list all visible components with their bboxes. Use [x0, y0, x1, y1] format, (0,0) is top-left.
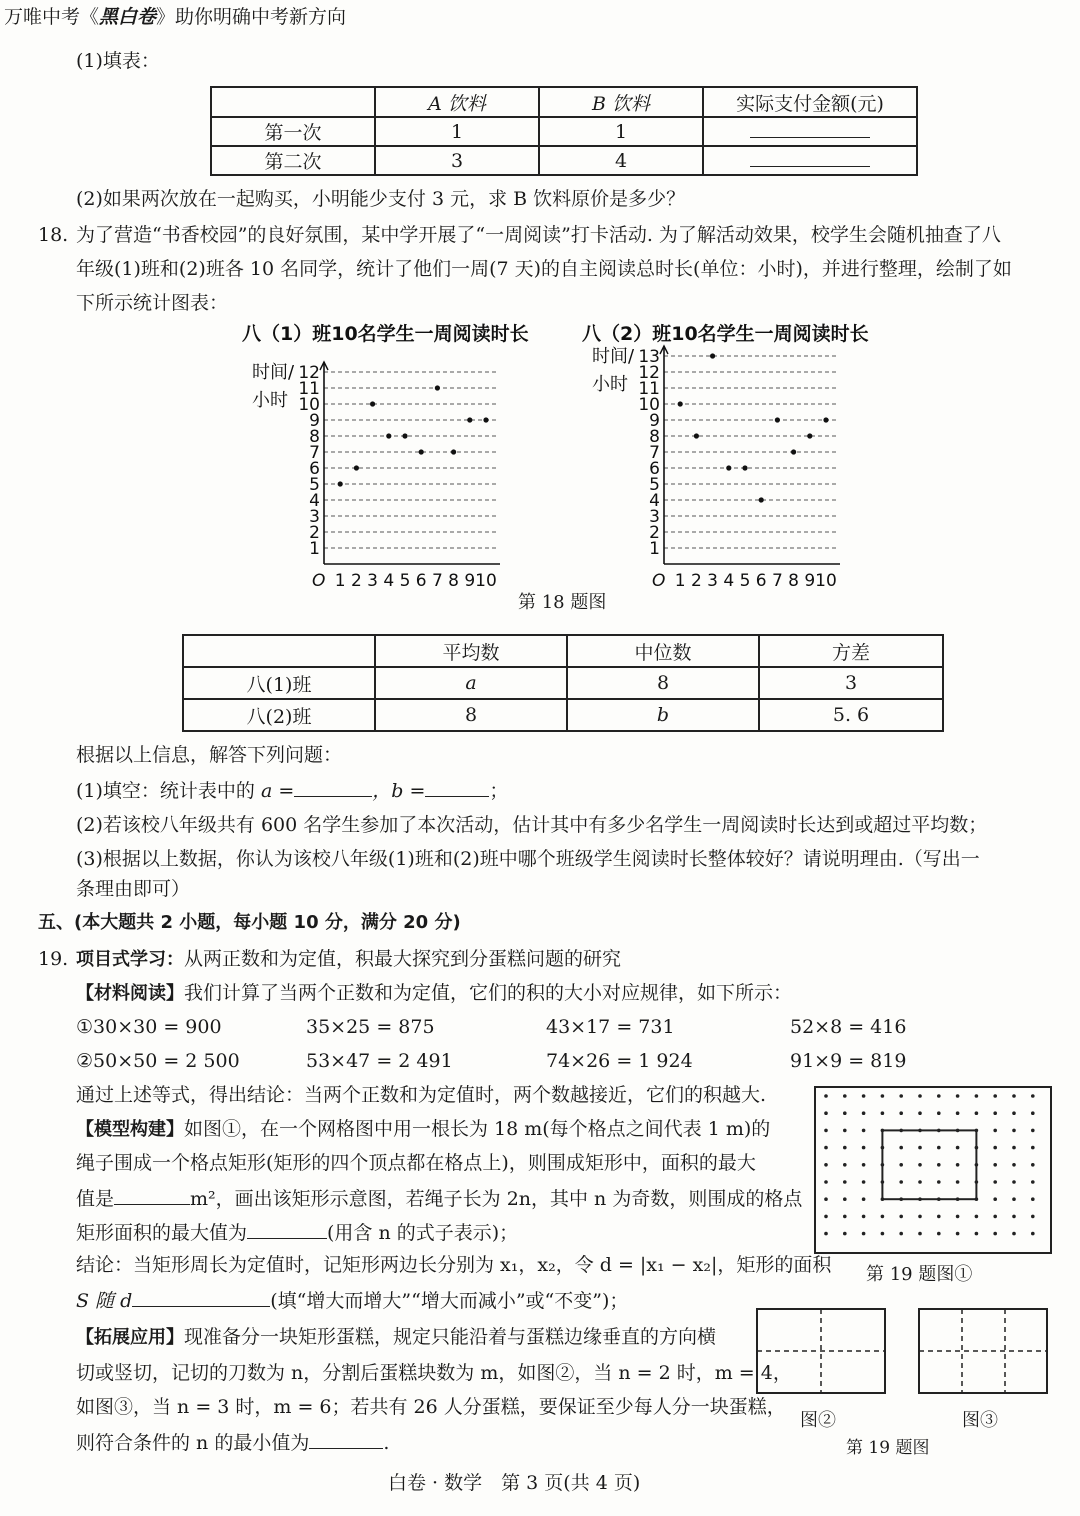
q17-header-cell: A 饮料	[375, 87, 539, 117]
grid-dot	[824, 1180, 828, 1184]
grid-dot	[843, 1180, 847, 1184]
grid-dot	[1012, 1129, 1016, 1133]
y-tick-label: 12	[638, 363, 660, 383]
eq-row1-col2: 35×25 = 875	[306, 1016, 435, 1038]
x-tick-label: 2	[350, 571, 362, 591]
chart-title: 八（2）班10名学生一周阅读时长	[582, 323, 869, 345]
grid-dot	[1012, 1111, 1016, 1115]
stats-cell: 5. 6	[759, 699, 943, 731]
q17-row-label: 第一次	[211, 117, 375, 146]
stats-cell: b	[567, 699, 759, 731]
chart-title: 八（1）班10名学生一周阅读时长	[242, 323, 529, 345]
y-tick-label: 13	[638, 347, 660, 367]
answer-blank-a[interactable]	[294, 780, 372, 797]
grid-dot	[993, 1129, 997, 1133]
y-tick-label: 4	[649, 491, 660, 511]
y-tick-label: 6	[309, 459, 320, 479]
ext-tag: 【拓展应用】	[76, 1327, 184, 1348]
x-tick-label: 10	[475, 571, 497, 591]
q19-title	[76, 950, 621, 969]
grid-dot	[993, 1163, 997, 1167]
ext-line4-post: .	[383, 1432, 390, 1454]
grid-dot	[993, 1111, 997, 1115]
q17-row-label: 第二次	[211, 146, 375, 175]
grid-dot	[937, 1232, 941, 1236]
x-tick-label: 3	[707, 571, 719, 591]
model-line4-pre: 矩形面积的最大值为	[76, 1222, 248, 1244]
eq-row2-col3: 74×26 = 1 924	[546, 1050, 693, 1072]
grid-dot	[937, 1094, 941, 1098]
grid-dot	[881, 1094, 885, 1098]
header-prefix: 万唯中考《	[4, 6, 100, 28]
q19-number: 19.	[38, 948, 69, 970]
data-point	[726, 465, 731, 470]
grid-dot	[918, 1094, 922, 1098]
y-tick-label: 2	[649, 523, 660, 543]
header-suffix: 》助你明确中考新方向	[156, 6, 347, 28]
y-tick-label: 7	[309, 443, 320, 463]
data-point	[742, 465, 747, 470]
grid-dots	[824, 1094, 1034, 1235]
y-tick-label: 3	[649, 507, 660, 527]
q17-cell: 3	[375, 146, 539, 175]
grid-dot	[862, 1197, 866, 1201]
eq-row2-col1: ②50×50 = 2 500	[76, 1050, 240, 1072]
stats-header-cell: 方差	[759, 635, 943, 667]
q18-number: 18.	[38, 224, 69, 246]
data-point	[807, 433, 812, 438]
y-tick-label: 8	[649, 427, 660, 447]
data-point	[402, 433, 407, 438]
section5-heading: 五、(本大题共 2 小题，每小题 10 分，满分 20 分)	[38, 912, 461, 933]
y-tick-label: 7	[649, 443, 660, 463]
grid-dot	[881, 1111, 885, 1115]
x-tick-label: 3	[367, 571, 379, 591]
q18-sub3-line1: (3)根据以上数据，你认为该校八年级(1)班和(2)班中哪个班级学生阅读时长整体较好？请说明理由.（写出一	[76, 848, 980, 870]
grid-dot	[1031, 1111, 1035, 1115]
y-tick-label: 8	[309, 427, 320, 447]
q18-figure-caption: 第 18 题图	[518, 592, 607, 613]
figure-frame	[815, 1087, 1051, 1253]
grid-dot	[975, 1094, 979, 1098]
stats-cell: 3	[759, 667, 943, 699]
y-axis-label: 小时	[252, 390, 288, 411]
y-tick-label: 2	[309, 523, 320, 543]
stats-header-cell: 平均数	[375, 635, 567, 667]
grid-dot	[1012, 1146, 1016, 1150]
data-point	[759, 497, 764, 502]
data-point	[710, 353, 715, 358]
q18-stats-table	[182, 634, 944, 732]
sub1-b-label: ，b =	[372, 780, 426, 802]
data-point	[435, 385, 440, 390]
grid-dot	[937, 1215, 941, 1219]
rope-rectangle	[882, 1130, 976, 1199]
class1-dot-chart	[238, 320, 538, 591]
q17-cell: 1	[539, 117, 703, 146]
grid-dot	[843, 1163, 847, 1167]
grid-dot	[843, 1146, 847, 1150]
q18-sub3-line2: 条理由即可）	[76, 878, 191, 900]
data-point	[354, 465, 359, 470]
page-footer: 白卷 · 数学 第 3 页(共 4 页)	[388, 1472, 641, 1494]
grid-dot	[824, 1129, 828, 1133]
grid-dot	[956, 1146, 960, 1150]
y-axis-label: 小时	[592, 374, 628, 395]
grid-dot	[843, 1232, 847, 1236]
eq-row1-col1: ①30×30 = 900	[76, 1016, 222, 1038]
grid-dot	[937, 1180, 941, 1184]
grid-dot	[824, 1197, 828, 1201]
x-tick-label: 8	[788, 571, 800, 591]
data-point	[451, 449, 456, 454]
grid-dot	[1012, 1197, 1016, 1201]
q17-cell: 4	[539, 146, 703, 175]
model-tag: 【模型构建】	[76, 1119, 184, 1140]
y-tick-label: 10	[638, 395, 660, 415]
x-tick-label: 9	[464, 571, 476, 591]
grid-dot	[862, 1180, 866, 1184]
grid-dot	[956, 1094, 960, 1098]
table-row	[183, 667, 943, 699]
y-tick-label: 11	[638, 379, 660, 399]
table-row	[211, 146, 917, 175]
grid-dot	[862, 1215, 866, 1219]
grid-dot	[956, 1111, 960, 1115]
grid-dot	[975, 1232, 979, 1236]
grid-dot	[862, 1163, 866, 1167]
x-tick-label: 5	[739, 571, 751, 591]
grid-dot	[843, 1129, 847, 1133]
origin-label: O	[312, 571, 326, 591]
cake-figure-3	[918, 1308, 1048, 1394]
q19-conclusion2-line1: 结论：当矩形周长为定值时，记矩形两边长分别为 x₁，x₂，令 d = |x₁ − x₂|，矩形的面积	[76, 1254, 832, 1276]
x-tick-label: 6	[415, 571, 427, 591]
eq-row2-col4: 91×9 = 819	[790, 1050, 907, 1072]
grid-dot	[881, 1215, 885, 1219]
x-tick-label: 7	[431, 571, 443, 591]
y-tick-label: 6	[649, 459, 660, 479]
grid-dot	[918, 1163, 922, 1167]
q19-model-line3	[76, 1188, 802, 1209]
q18-intro-line3: 下所示统计图表：	[76, 292, 229, 314]
q18-sub2: (2)若该校八年级共有 600 名学生参加了本次活动，估计其中有多少名学生一周阅读时长达到或超过平均数；	[76, 814, 988, 836]
y-tick-label: 9	[309, 411, 320, 431]
grid-dot	[899, 1146, 903, 1150]
fig1-caption: 第 19 题图①	[866, 1264, 973, 1285]
grid-dot	[824, 1232, 828, 1236]
data-point	[791, 449, 796, 454]
grid-dot	[1031, 1163, 1035, 1167]
data-point	[419, 449, 424, 454]
reading-tag: 【材料阅读】	[76, 983, 184, 1004]
answer-blank-expression[interactable]	[247, 1222, 327, 1239]
y-axis-label: 时间/	[252, 362, 295, 383]
data-point	[694, 433, 699, 438]
grid-dot	[881, 1232, 885, 1236]
q17-header-cell: 实际支付金额(元)	[703, 87, 917, 117]
q18-intro-line1: 为了营造“书香校园”的良好氛围，某中学开展了“一周阅读”打卡活动. 为了解活动效果，校学生会随机抽查了八	[76, 224, 1001, 246]
q17-part2: (2)如果两次放在一起购买，小明能少支付 3 元，求 B 饮料原价是多少？	[76, 188, 686, 210]
data-point	[775, 417, 780, 422]
series-name: 黑白卷	[99, 6, 157, 28]
grid-dot	[956, 1215, 960, 1219]
eq-row2-col2: 53×47 = 2 491	[306, 1050, 453, 1072]
q19-ext-line1	[76, 1328, 716, 1347]
grid-dot	[1031, 1197, 1035, 1201]
grid-dot	[975, 1215, 979, 1219]
q17-cell: 1	[375, 117, 539, 146]
x-tick-label: 4	[723, 571, 735, 591]
grid-dot	[899, 1215, 903, 1219]
grid-dot	[862, 1094, 866, 1098]
q19-model-line1	[76, 1120, 770, 1139]
origin-label: O	[652, 571, 666, 591]
grid-dot	[862, 1146, 866, 1150]
q18-prompt: 根据以上信息，解答下列问题：	[76, 744, 343, 766]
grid-dot	[937, 1146, 941, 1150]
answer-blank-area[interactable]	[114, 1188, 190, 1205]
q19-reading	[76, 984, 792, 1003]
x-tick-label: 6	[755, 571, 767, 591]
data-point	[386, 433, 391, 438]
stats-cell: 8	[375, 699, 567, 731]
q19-model-line2: 绳子围成一个格点矩形(矩形的四个顶点都在格点上)，则围成矩形中，面积的最大	[76, 1152, 756, 1174]
sub1-a-label: a =	[260, 780, 295, 802]
grid-dot	[918, 1180, 922, 1184]
data-point	[338, 481, 343, 486]
grid-dot	[1012, 1094, 1016, 1098]
stats-cell: 8	[567, 667, 759, 699]
grid-dot	[862, 1111, 866, 1115]
grid-dot	[899, 1094, 903, 1098]
grid-dot	[824, 1094, 828, 1098]
eq-row1-col4: 52×8 = 416	[790, 1016, 907, 1038]
grid-dot	[862, 1232, 866, 1236]
y-tick-label: 5	[309, 475, 320, 495]
grid-dot	[918, 1215, 922, 1219]
y-tick-label: 5	[649, 475, 660, 495]
sub1-pre: (1)填空：统计表中的	[76, 780, 261, 802]
y-tick-label: 1	[309, 539, 320, 559]
y-axis-label: 时间/	[592, 346, 635, 367]
data-point	[678, 401, 683, 406]
x-tick-label: 4	[383, 571, 395, 591]
q17-header-cell	[211, 87, 375, 117]
data-point	[823, 417, 828, 422]
fig-group-caption: 第 19 题图	[846, 1438, 930, 1458]
grid-dot	[956, 1163, 960, 1167]
grid-dot	[824, 1146, 828, 1150]
conclusion2-pre: S 随 d	[76, 1290, 133, 1312]
answer-blank-b[interactable]	[425, 780, 489, 797]
stats-row-label: 八(2)班	[183, 699, 375, 731]
answer-blank-cell[interactable]	[703, 146, 917, 175]
q19-title-bold: 项目式学习：	[76, 949, 184, 970]
grid-dot	[937, 1111, 941, 1115]
x-tick-label: 10	[815, 571, 837, 591]
grid-dot	[993, 1197, 997, 1201]
conclusion2-post: (填“增大而增大”“增大而减小”或“不变”)；	[270, 1290, 629, 1312]
grid-dot	[993, 1180, 997, 1184]
grid-dot	[1031, 1094, 1035, 1098]
model-text1: 如图①，在一个网格图中用一根长为 18 m(每个格点之间代表 1 m)的	[184, 1118, 771, 1140]
grid-dot	[824, 1163, 828, 1167]
data-point	[467, 417, 472, 422]
grid-dot	[843, 1197, 847, 1201]
model-line3-post: ，画出该矩形示意图，若绳子长为 2n，其中 n 为奇数，则围成的格点	[215, 1188, 803, 1210]
stats-header-cell	[183, 635, 375, 667]
x-tick-label: 5	[399, 571, 411, 591]
q17-header-cell: B 饮料	[539, 87, 703, 117]
table-row	[183, 699, 943, 731]
q19-ext-line4	[76, 1432, 389, 1453]
grid-dot	[956, 1180, 960, 1184]
ext-line4-pre: 则符合条件的 n 的最小值为	[76, 1432, 310, 1454]
fig3-caption: 图③	[962, 1410, 998, 1431]
grid-dot	[843, 1111, 847, 1115]
grid-dot	[824, 1111, 828, 1115]
y-tick-label: 12	[298, 363, 320, 383]
dot-grid-figure	[814, 1086, 1052, 1254]
class2-dot-chart	[578, 320, 888, 591]
grid-dot	[1012, 1215, 1016, 1219]
sub1-end: ；	[489, 780, 509, 802]
answer-blank-cell[interactable]	[703, 117, 917, 146]
q19-ext-line3: 如图③，当 n = 3 时，m = 6；若共有 26 人分蛋糕，要保证至少每人分一块蛋糕，	[76, 1396, 786, 1418]
q17-table	[210, 86, 918, 176]
y-tick-label: 4	[309, 491, 320, 511]
grid-dot	[993, 1215, 997, 1219]
model-line3-pre: 值是	[76, 1188, 115, 1210]
q17-part1: (1)填表：	[76, 50, 160, 72]
stats-row-label: 八(1)班	[183, 667, 375, 699]
x-tick-label: 1	[334, 571, 346, 591]
table-row	[211, 117, 917, 146]
grid-dot	[956, 1232, 960, 1236]
grid-dot	[899, 1232, 903, 1236]
model-line4-post: (用含 n 的式子表示)；	[327, 1222, 519, 1244]
grid-dot	[1031, 1232, 1035, 1236]
q19-title-rest: 从两正数和为定值，积最大探究到分蛋糕问题的研究	[184, 948, 622, 970]
q19-model-line4	[76, 1222, 518, 1243]
answer-blank-n[interactable]	[309, 1432, 383, 1449]
stats-cell: a	[375, 667, 567, 699]
ext-text1: 现准备分一块矩形蛋糕，规定只能沿着与蛋糕边缘垂直的方向横	[184, 1326, 717, 1348]
grid-dot	[862, 1129, 866, 1133]
grid-dot	[843, 1215, 847, 1219]
fig2-caption: 图②	[800, 1410, 836, 1431]
cake-figure-2	[756, 1308, 886, 1394]
grid-dot	[918, 1111, 922, 1115]
grid-dot	[918, 1146, 922, 1150]
y-tick-label: 11	[298, 379, 320, 399]
data-point	[483, 417, 488, 422]
grid-dot	[899, 1163, 903, 1167]
grid-dot	[1031, 1146, 1035, 1150]
reading-text: 我们计算了当两个正数和为定值，它们的积的大小对应规律，如下所示：	[184, 982, 793, 1004]
data-point	[370, 401, 375, 406]
stats-header-cell: 中位数	[567, 635, 759, 667]
q18-sub1	[76, 780, 508, 801]
q19-conclusion1: 通过上述等式，得出结论：当两个正数和为定值时，两个数越接近，它们的积越大.	[76, 1084, 767, 1106]
grid-dot	[843, 1094, 847, 1098]
grid-dot	[899, 1111, 903, 1115]
grid-dot	[937, 1163, 941, 1167]
grid-dot	[1012, 1180, 1016, 1184]
q19-conclusion2-line2	[76, 1290, 628, 1311]
x-tick-label: 2	[690, 571, 702, 591]
y-tick-label: 1	[649, 539, 660, 559]
grid-dot	[824, 1215, 828, 1219]
grid-dot	[993, 1232, 997, 1236]
grid-dot	[975, 1111, 979, 1115]
y-tick-label: 10	[298, 395, 320, 415]
x-tick-label: 1	[674, 571, 686, 591]
grid-dot	[1031, 1129, 1035, 1133]
grid-dot	[993, 1146, 997, 1150]
grid-dot	[1012, 1163, 1016, 1167]
page-header	[4, 8, 346, 27]
grid-dot	[993, 1094, 997, 1098]
grid-dot	[918, 1232, 922, 1236]
grid-dot	[1012, 1232, 1016, 1236]
eq-row1-col3: 43×17 = 731	[546, 1016, 675, 1038]
q18-intro-line2: 年级(1)班和(2)班各 10 名同学，统计了他们一周(7 天)的自主阅读总时长(单位：小时)，并进行整理，绘制了如	[76, 258, 1012, 280]
y-tick-label: 9	[649, 411, 660, 431]
answer-blank-trend[interactable]	[132, 1290, 270, 1307]
x-tick-label: 9	[804, 571, 816, 591]
y-tick-label: 3	[309, 507, 320, 527]
model-line3-unit: m²	[190, 1188, 216, 1210]
q19-ext-line2: 切或竖切，记切的刀数为 n，分割后蛋糕块数为 m，如图②，当 n = 2 时，m = 4，	[76, 1362, 792, 1384]
x-tick-label: 7	[771, 571, 783, 591]
grid-dot	[1031, 1180, 1035, 1184]
grid-dot	[1031, 1215, 1035, 1219]
grid-dot	[899, 1180, 903, 1184]
x-tick-label: 8	[448, 571, 460, 591]
